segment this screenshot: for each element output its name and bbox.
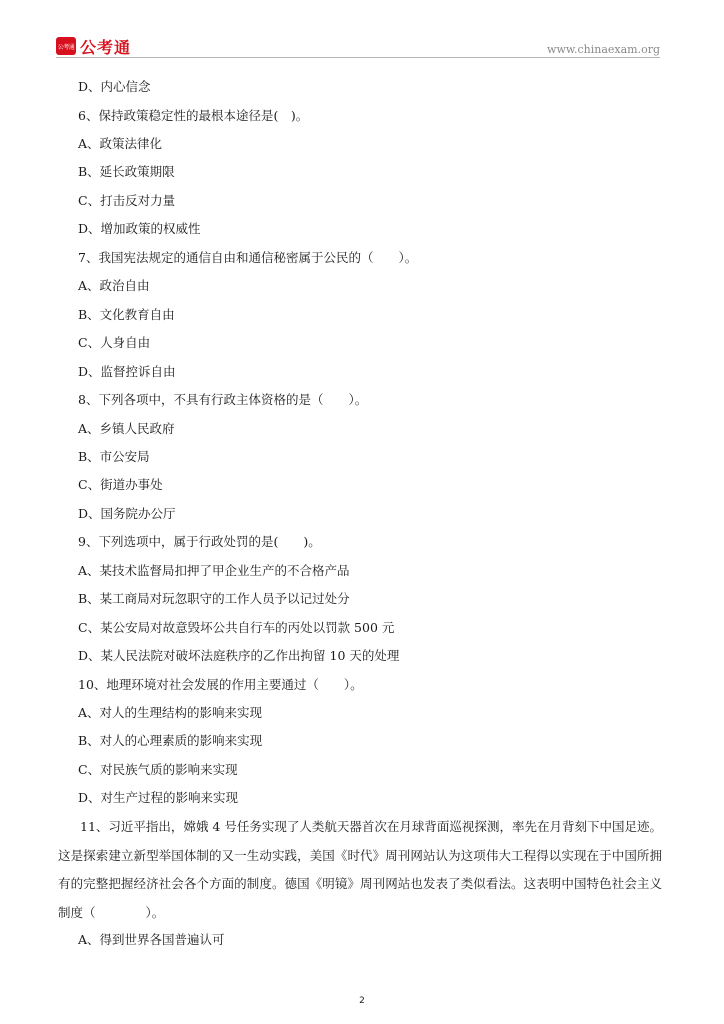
- option-b-q9: B、某工商局对玩忽职守的工作人员予以记过处分: [78, 591, 350, 606]
- site-url: www.chinaexam.org: [547, 43, 660, 56]
- option-c-q8: C、街道办事处: [78, 477, 163, 492]
- option-d-q5: D、内心信念: [78, 79, 151, 94]
- option-c-q10: C、对民族气质的影响来实现: [78, 762, 238, 777]
- option-b-q8: B、市公安局: [78, 449, 150, 464]
- question-6: 6、保持政策稳定性的最根本途径是( )。: [78, 108, 309, 123]
- question-10: 10、地理环境对社会发展的作用主要通过（ ）。: [78, 677, 363, 692]
- option-d-q6: D、增加政策的权威性: [78, 221, 201, 236]
- option-c-q6: C、打击反对力量: [78, 193, 176, 208]
- question-8: 8、下列各项中，不具有行政主体资格的是（ ）。: [78, 392, 368, 407]
- page-number: 2: [359, 996, 365, 1006]
- logo: [56, 36, 131, 56]
- option-d-q10: D、对生产过程的影响来实现: [78, 790, 239, 805]
- question-11: 11、习近平指出，嫦娥 4 号任务实现了人类航天器首次在月球背面巡视探测，率先在月背刻下中国足迹。这是探索建立新型举国体制的又一生动实践，美国《时代》周刊网站认为这项伟大工程得以实现在于中国所拥有的完整把握经济社会各个方面的制度。德国《明镜》周刊网站也发表了类似看法。这表明中国特色社会主义制度（ ）。: [58, 819, 662, 920]
- option-d-q9: D、某人民法院对破坏法庭秩序的乙作出拘留 10 天的处理: [78, 648, 400, 663]
- option-a-q7: A、政治自由: [78, 278, 150, 293]
- option-d-q7: D、监督控诉自由: [78, 364, 176, 379]
- option-c-q7: C、人身自由: [78, 335, 151, 350]
- option-d-q8: D、国务院办公厅: [78, 506, 176, 521]
- question-9: 9、下列选项中，属于行政处罚的是( )。: [78, 534, 321, 549]
- option-b-q10: B、对人的心理素质的影响来实现: [78, 733, 263, 748]
- option-a-q6: A、政策法律化: [78, 136, 163, 151]
- option-b-q7: B、文化教育自由: [78, 307, 175, 322]
- option-b-q6: B、延长政策期限: [78, 164, 175, 179]
- header-divider: [56, 57, 660, 58]
- logo-text: 公考通: [80, 37, 132, 57]
- option-c-q9: C、某公安局对故意毁坏公共自行车的丙处以罚款 500 元: [78, 620, 395, 635]
- option-a-q11: A、得到世界各国普遍认可: [78, 932, 225, 947]
- option-a-q9: A、某技术监督局扣押了甲企业生产的不合格产品: [78, 563, 350, 578]
- question-7: 7、我国宪法规定的通信自由和通信秘密属于公民的（ ）。: [78, 250, 418, 265]
- option-a-q10: A、对人的生理结构的影响来实现: [78, 705, 263, 720]
- option-a-q8: A、乡镇人民政府: [78, 421, 175, 436]
- logo-badge-icon: 公考通: [56, 37, 76, 55]
